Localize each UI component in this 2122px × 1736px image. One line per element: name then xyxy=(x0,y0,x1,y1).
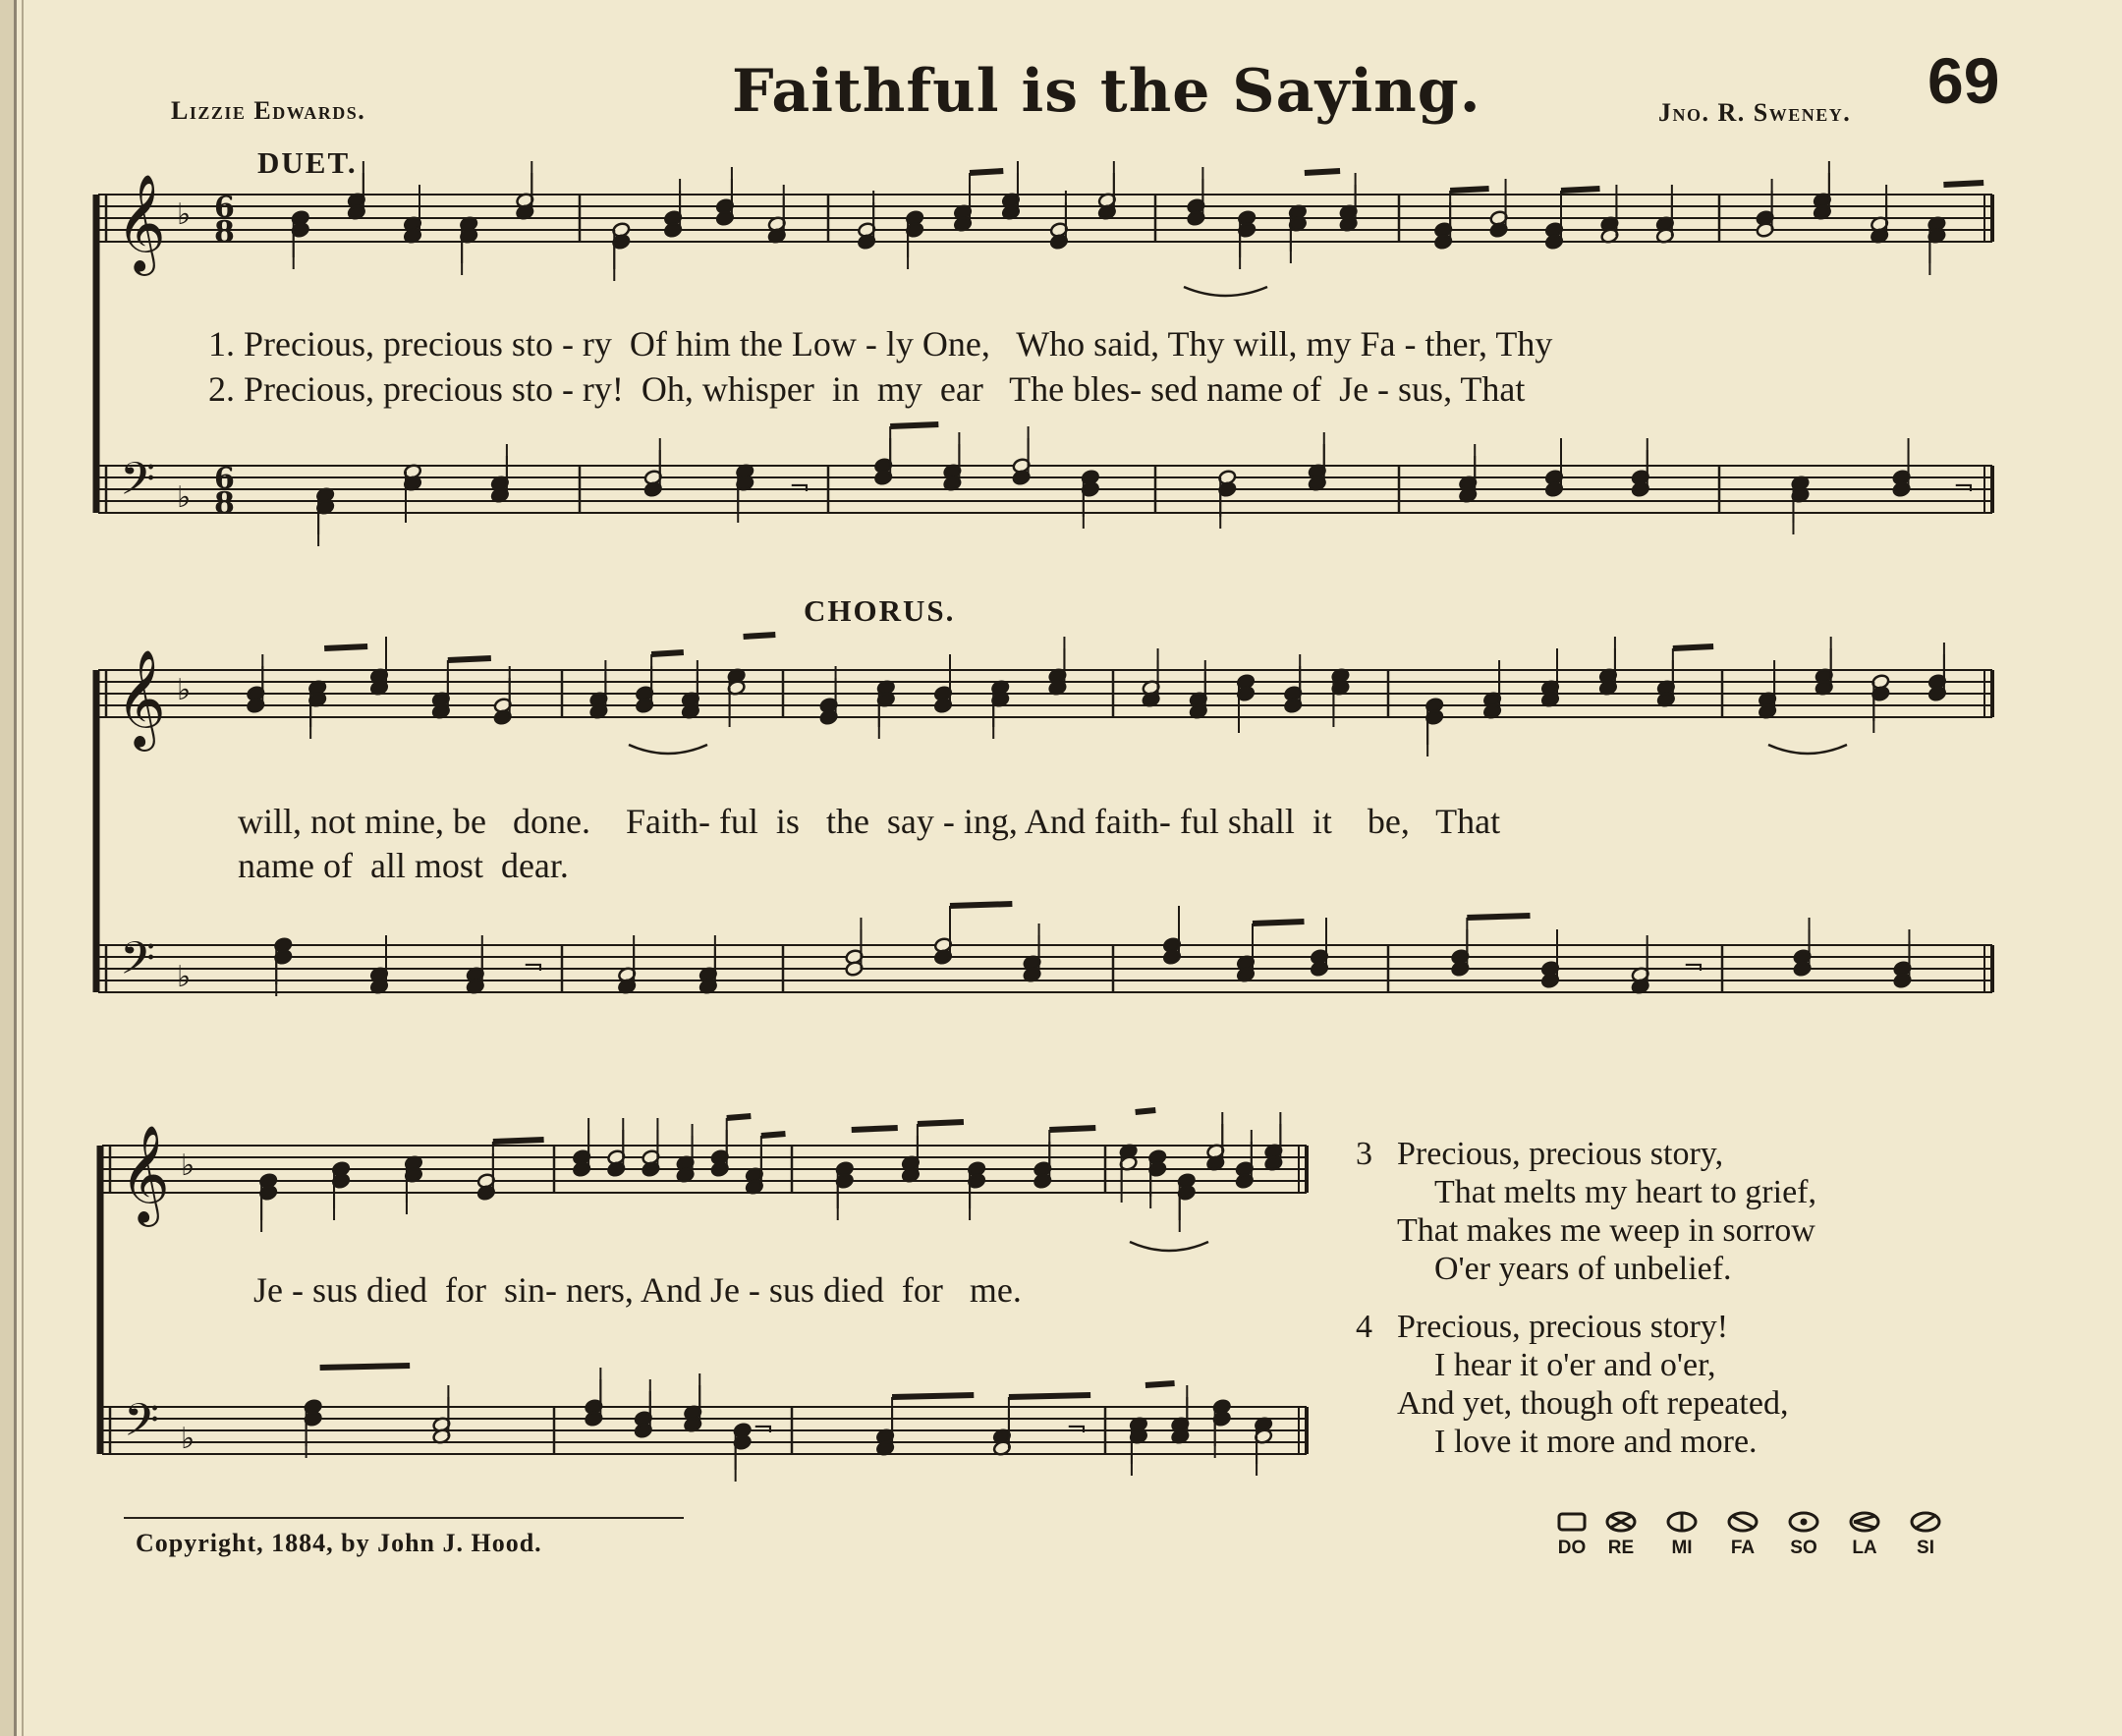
note-beam xyxy=(1145,1383,1175,1385)
stanza-4-line-1: Precious, precious story! xyxy=(1397,1309,1729,1345)
bass-clef-icon: 𝄢 xyxy=(124,1394,160,1458)
note-beam xyxy=(970,171,1003,173)
time-signature-denominator: 8 xyxy=(214,486,235,521)
system2-verse1-lyrics: will, not mine, be done. Faith- ful is the say - ing, And faith- ful shall it be, That xyxy=(238,802,1501,841)
composer-credit: Jno. R. Sweney. xyxy=(1658,98,1852,127)
note-beam xyxy=(892,1395,974,1397)
rest-icon: ¬ xyxy=(1683,952,1704,981)
stanza-3-line-1: Precious, precious story, xyxy=(1397,1136,1724,1172)
system1-verse2-lyrics: 2. Precious, precious sto - ry! Oh, whisper in my ear The bles- sed name of Je - sus, That xyxy=(208,369,1526,409)
flat-sign-icon: ♭ xyxy=(177,480,192,515)
note-beam xyxy=(324,646,367,648)
note-beam xyxy=(918,1122,964,1124)
note-beam xyxy=(1049,1128,1095,1130)
treble-clef-icon: 𝄞 xyxy=(116,649,166,748)
note-beam xyxy=(448,658,491,660)
note-beam xyxy=(852,1128,898,1130)
note-beam xyxy=(1009,1395,1090,1397)
solfa-shape-icons xyxy=(1547,1508,1980,1538)
solfa-so-label: SO xyxy=(1790,1538,1817,1558)
time-signature-numerator: 6 xyxy=(214,191,235,225)
note-beam xyxy=(1136,1110,1156,1112)
solfa-fa-label: FA xyxy=(1730,1538,1756,1558)
note-beam xyxy=(651,652,684,654)
slur-tie xyxy=(1184,287,1267,296)
time-signature-numerator: 6 xyxy=(214,462,235,496)
treble-clef-icon: 𝄞 xyxy=(116,174,166,272)
stanza-3-line-2: That melts my heart to grief, xyxy=(1434,1174,1816,1210)
rest-icon: ¬ xyxy=(1953,473,1975,502)
solfa-mi-label: MI xyxy=(1671,1538,1693,1558)
solfa-legend xyxy=(1547,1508,1980,1567)
note-beam xyxy=(320,1366,411,1368)
flat-sign-icon: ♭ xyxy=(181,1148,195,1183)
stanza-4-line-3: And yet, though oft repeated, xyxy=(1397,1385,1789,1422)
duet-label: DUET. xyxy=(257,145,358,180)
copyright-notice: Copyright, 1884, by John J. Hood. xyxy=(136,1529,542,1557)
system3-lyrics: Je - sus died for sin- ners, And Je - sus died for me. xyxy=(253,1270,1022,1310)
note-beam xyxy=(1253,922,1305,924)
note-beam xyxy=(1561,189,1600,191)
solfa-la-label: LA xyxy=(1852,1538,1877,1558)
flat-sign-icon: ♭ xyxy=(181,1422,195,1456)
rest-icon: ¬ xyxy=(1066,1414,1088,1443)
bass-clef-icon: 𝄢 xyxy=(120,453,156,517)
slur-tie xyxy=(1130,1242,1208,1251)
system2-verse2-lyrics: name of all most dear. xyxy=(238,846,569,885)
flat-sign-icon: ♭ xyxy=(177,673,192,707)
note-beam xyxy=(950,904,1012,906)
note-beam xyxy=(1450,189,1489,191)
solfa-re-label: RE xyxy=(1607,1538,1635,1558)
note-beam xyxy=(1943,183,1983,185)
stanza-4-number: 4 xyxy=(1356,1309,1372,1345)
note-beam xyxy=(493,1140,544,1142)
footer-rule xyxy=(124,1517,684,1519)
rest-icon: ¬ xyxy=(789,473,810,502)
stanza-3-number: 3 xyxy=(1356,1136,1372,1172)
note-beam xyxy=(890,424,938,426)
do-shape-icon xyxy=(1559,1514,1585,1530)
stanza-3-line-3: That makes me weep in sorrow xyxy=(1397,1212,1815,1249)
solfa-do-label: DO xyxy=(1557,1538,1587,1558)
note-beam xyxy=(744,635,776,637)
system1-verse1-lyrics: 1. Precious, precious sto - ry Of him the Low - ly One, Who said, Thy will, my Fa - ther, Thy xyxy=(208,324,1553,364)
note-beam xyxy=(761,1134,786,1136)
slur-tie xyxy=(629,745,707,754)
lyricist-credit: Lizzie Edwards. xyxy=(171,96,366,125)
note-beam xyxy=(1673,646,1713,648)
flat-sign-icon: ♭ xyxy=(177,197,192,232)
hymn-title: Faithful is the Saying. xyxy=(732,57,1481,126)
chorus-label: CHORUS. xyxy=(804,593,956,628)
stanza-3-line-4: O'er years of unbelief. xyxy=(1434,1251,1732,1287)
stanza-4-line-4: I love it more and more. xyxy=(1434,1424,1758,1460)
page-number: 69 xyxy=(1927,44,2000,117)
solfa-si-label: SI xyxy=(1917,1538,1934,1558)
rest-icon: ¬ xyxy=(753,1414,774,1443)
note-beam xyxy=(727,1116,752,1118)
flat-sign-icon: ♭ xyxy=(177,960,192,994)
note-beam xyxy=(1467,916,1530,918)
time-signature-denominator: 8 xyxy=(214,215,235,250)
bass-clef-icon: 𝄢 xyxy=(120,932,156,996)
note-beam xyxy=(1305,171,1340,173)
stanza-4-line-2: I hear it o'er and o'er, xyxy=(1434,1347,1716,1383)
rest-icon: ¬ xyxy=(523,952,544,981)
treble-clef-icon: 𝄞 xyxy=(120,1125,170,1223)
slur-tie xyxy=(1768,745,1847,754)
